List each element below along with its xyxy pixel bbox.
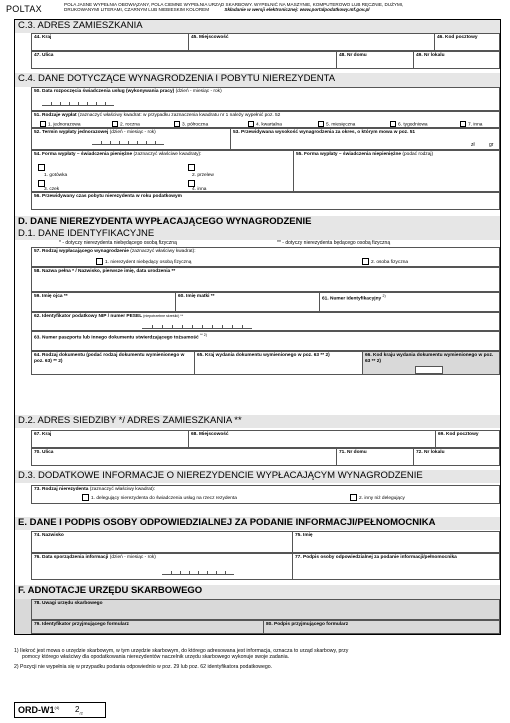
field-79-receiver-id: 79. Identyfikator przyjmującego formularz	[31, 620, 263, 634]
field-76-date[interactable]: 76. Data sporządzenia informacji (dzień - miesiąc - rok)	[31, 553, 292, 580]
checkbox[interactable]	[82, 494, 89, 501]
checkbox[interactable]	[460, 121, 466, 127]
row-73	[31, 485, 500, 504]
section-d2-title: D.2. ADRES SIEDZIBY */ ADRES ZAMIESZKANIA **	[15, 415, 500, 428]
option-51-3[interactable]: 3. półroczna	[174, 121, 208, 128]
field-61-id-number[interactable]: 61. Numer identyfikacyjny $^{2)}$	[319, 292, 500, 312]
row-51	[31, 111, 500, 128]
code-box[interactable]	[415, 366, 443, 374]
checkbox[interactable]	[112, 121, 118, 127]
row-79-80	[31, 620, 500, 634]
row-54-55	[31, 150, 500, 192]
field-78-office-notes: 78. Uwagi urzędu skarbowego	[31, 599, 500, 620]
row-67-69	[31, 430, 500, 448]
row-76-77	[31, 553, 500, 580]
checkbox[interactable]	[390, 121, 396, 127]
checkbox[interactable]	[188, 164, 195, 171]
section-d-title: D. DANE NIEREZYDENTA WYPŁACAJĄCEGO WYNAGRODZENIE	[15, 216, 500, 229]
row-57	[31, 247, 500, 267]
section-c3-title: C.3. ADRES ZAMIESZKANIA	[15, 20, 500, 33]
header-line1: POLA JASNE WYPEŁNIA OBOWIĄZANY, POLA CIEMNE WYPEŁNIA URZĄD SKARBOWY. WYPEŁNIĆ NA MASZYNIE, KOMPUTEROWO LUB RĘCZNIE, DUŻYMI,	[64, 2, 404, 7]
section-d3-title: D.3. DODATKOWE INFORMACJE O NIEREZYDENCIE WYPŁACAJĄCYM WYNAGRODZENIE	[15, 470, 500, 483]
field-69-postal[interactable]: 69. Kod pocztowy	[435, 430, 500, 448]
field-62-nip-pesel[interactable]: 62. Identyfikator podatkowy NIP / numer PESEL (niepotrzebne skreślić) **	[31, 312, 500, 331]
field-45-city[interactable]: 45. Miejscowość	[188, 33, 434, 51]
zl-label: zł	[471, 142, 475, 148]
option-54-1-label: 1. gotówka	[44, 173, 68, 178]
row-59-61	[31, 292, 500, 312]
field-77-signature[interactable]: 77. Podpis osoby odpowiedzialnej za podanie informacji/pełnomocnika	[292, 553, 500, 580]
option-57-1[interactable]: 1. nierezydent niebędący osobą fizyczną	[96, 258, 191, 265]
field-56-stay-duration[interactable]: 56. Przewidywany czas pobytu nierezydenta w roku podatkowym	[31, 192, 500, 210]
field-54-cash-forms: 54. Forma wypłaty – świadczenia pieniężne (zaznaczyć właściwe kwadraty): 1. gotówka 2. przelew 3. czek 4. inna	[31, 150, 293, 192]
row-50	[31, 87, 500, 111]
field-49-flat[interactable]: 49. Nr lokalu	[413, 51, 500, 69]
row-70-72	[31, 448, 500, 466]
field-48-house[interactable]: 48. Nr domu	[336, 51, 413, 69]
field-66-doc-country-code[interactable]: 66. Kod kraju wydania dokumentu wymienionego w poz. 63 ** 2)	[362, 351, 500, 375]
form-version: (4)	[54, 705, 60, 710]
option-54-2-label: 2. przelew	[192, 173, 214, 178]
row-78	[31, 599, 500, 620]
field-55-non-cash-form[interactable]: 55. Forma wypłaty – świadczenia niepieniężne (podać rodzaj)	[293, 150, 500, 192]
option-51-6[interactable]: 6. tygodniowa	[390, 121, 428, 128]
option-51-1[interactable]: 1. jednorazowa	[40, 121, 81, 128]
checkbox[interactable]	[40, 121, 46, 127]
field-74-surname[interactable]: 74. Nazwisko	[31, 531, 292, 553]
field-71-house[interactable]: 71. Nr domu	[336, 448, 413, 466]
row-52-53	[31, 128, 500, 150]
checkbox[interactable]	[38, 164, 45, 171]
field-50-start-date[interactable]: 50. Data rozpoczęcia świadczenia usług (wykonywania pracy) (dzień - miesiąc - rok)	[31, 87, 500, 111]
field-70-street[interactable]: 70. Ulica	[31, 448, 336, 466]
checkbox[interactable]	[318, 121, 324, 127]
footnote-2: 2) Pozycji nie wypełnia się w przypadku podania odpowiednio w poz. 29 lub poz. 62 identyfikatora podatkowego.	[14, 664, 273, 670]
field-67-country[interactable]: 67. Kraj	[31, 430, 188, 448]
option-54-4-label: 4. inna	[192, 187, 207, 192]
row-64-66	[31, 351, 500, 375]
field-44-country[interactable]: 44. Kraj	[31, 33, 188, 51]
field-64-doc-type[interactable]: 64. Rodzaj dokumentu (podać rodzaj dokumentu wymienionego w poz. 63) ** 2)	[31, 351, 194, 375]
gr-label: gr	[489, 142, 494, 148]
option-54-2[interactable]	[188, 164, 197, 171]
d1-note2: ** - dotyczy nierezydenta będącego osobą fizyczną	[277, 240, 391, 246]
form-id-box	[14, 702, 106, 718]
option-54-3-label: 3. czek	[44, 187, 60, 192]
field-51-payment-types: 51. Rodzaje wypłat (zaznaczyć właściwy kwadrat: w przypadku zaznaczenia kwadratu nr 1 należy wypełnić poz. 52 1. jednorazowa 2. roczna 3. półroczna 4. kwartalna 5. miesięczna 6. tygodniowa 7. inna	[31, 111, 500, 128]
d1-note1: * - dotyczy nierezydenta niebędącego osobą fizyczną	[59, 240, 177, 246]
field-57-payer-type: 57. Rodzaj wypłacającego wynagrodzenie (zaznaczyć właściwy kwadrat): 1. nierezydent niebędący osobą fizyczną 2. osoba fizyczna	[31, 247, 500, 267]
field-60-mother-name[interactable]: 60. Imię matki **	[175, 292, 319, 312]
option-73-1[interactable]: 1. delegujący nierezydenta do świadczenia usług na rzecz rezydenta	[82, 494, 237, 501]
section-e-title: E. DANE I PODPIS OSOBY ODPOWIEDZIALNEJ ZA PODANIE INFORMACJI/PEŁNOMOCNIKA	[15, 517, 500, 530]
row-74-75	[31, 531, 500, 553]
checkbox[interactable]	[188, 180, 195, 187]
option-51-4[interactable]: 4. kwartalna	[248, 121, 282, 128]
brand-label: POLTAX	[6, 4, 42, 14]
field-63-passport[interactable]: 63. Numer paszportu lub innego dokumentu stwierdzającego tożsamość $^{** 2)}$	[31, 331, 500, 351]
option-54-1[interactable]	[38, 164, 47, 171]
header-line2: DRUKOWANYMI LITERAMI, CZARNYM LUB NIEBIESKIM KOLOREM Składanie w wersji elektronicznej: www.portalpodatkowy.mf.gov.pl	[64, 7, 370, 13]
field-72-flat[interactable]: 72. Nr lokalu	[413, 448, 500, 466]
option-73-2[interactable]: 2. inny niż delegujący	[350, 494, 405, 501]
checkbox[interactable]	[174, 121, 180, 127]
field-73-nonresident-type: 73. Rodzaj nierezydenta (zaznaczyć właściwy kwadrat): 1. delegujący nierezydenta do świadczenia usług na rzecz rezydenta 2. inny niż delegujący	[31, 485, 500, 504]
field-47-street[interactable]: 47. Ulica	[31, 51, 336, 69]
checkbox[interactable]	[248, 121, 254, 127]
field-52-one-off-date[interactable]: 52. Termin wypłaty jednorazowej (dzień - miesiąc - rok)	[31, 128, 230, 150]
row-44-46	[31, 33, 500, 51]
field-80-receiver-signature: 80. Podpis przyjmującego formularz	[263, 620, 500, 634]
field-53-expected-amount[interactable]: 53. Przewidywana wysokość wynagrodzenia za okres, o którym mowa w poz. 51 zł gr	[230, 128, 500, 150]
page-number: $2_{/2}$	[75, 705, 83, 716]
field-75-first-name[interactable]: 75. Imię	[292, 531, 500, 553]
option-51-7[interactable]: 7. inna	[460, 121, 482, 128]
row-58	[31, 267, 500, 292]
field-65-doc-country[interactable]: 65. Kraj wydania dokumentu wymienionego w poz. 63 ** 2)	[194, 351, 362, 375]
field-59-father-name[interactable]: 59. Imię ojca **	[31, 292, 175, 312]
header-instructions	[64, 2, 504, 13]
option-51-5[interactable]: 5. miesięczna	[318, 121, 355, 128]
field-68-city[interactable]: 68. Miejscowość	[188, 430, 435, 448]
row-63	[31, 331, 500, 351]
section-c4-title: C.4. DANE DOTYCZĄCE WYNAGRODZENIA I POBYTU NIEREZYDENTA	[15, 73, 500, 87]
row-56	[31, 192, 500, 210]
form-code: ORD-W1	[18, 705, 55, 715]
option-51-2[interactable]: 2. roczna	[112, 121, 140, 128]
section-f-title: F. ADNOTACJE URZĘDU SKARBOWEGO	[15, 585, 500, 599]
option-57-2[interactable]: 2. osoba fizyczna	[362, 258, 408, 265]
row-62	[31, 312, 500, 331]
section-d1-title: D.1. DANE IDENTYFIKACYJNE	[15, 229, 500, 240]
checkbox[interactable]	[350, 494, 357, 501]
footnote-1: 1) Ilekroć jest mowa o urzędzie skarbowym, w tym urzędzie skarbowym, do którego adresowana jest informacja, oznacza to urząd skarbowy, przy pomocy którego właściwy dla opodatkowania nierezydentów naczelnik urzędu skarbowego wykonuje swoje zadania.	[14, 648, 349, 661]
page-header	[6, 2, 506, 20]
row-47-49	[31, 51, 500, 69]
checkbox[interactable]	[38, 180, 45, 187]
checkbox[interactable]	[362, 258, 369, 265]
field-58-name[interactable]: 58. Nazwa pełna * / Nazwisko, pierwsze imię, data urodzenia **	[31, 267, 500, 292]
field-46-postal[interactable]: 46. Kod pocztowy	[434, 33, 500, 51]
checkbox[interactable]	[96, 258, 103, 265]
form-page	[14, 19, 501, 635]
